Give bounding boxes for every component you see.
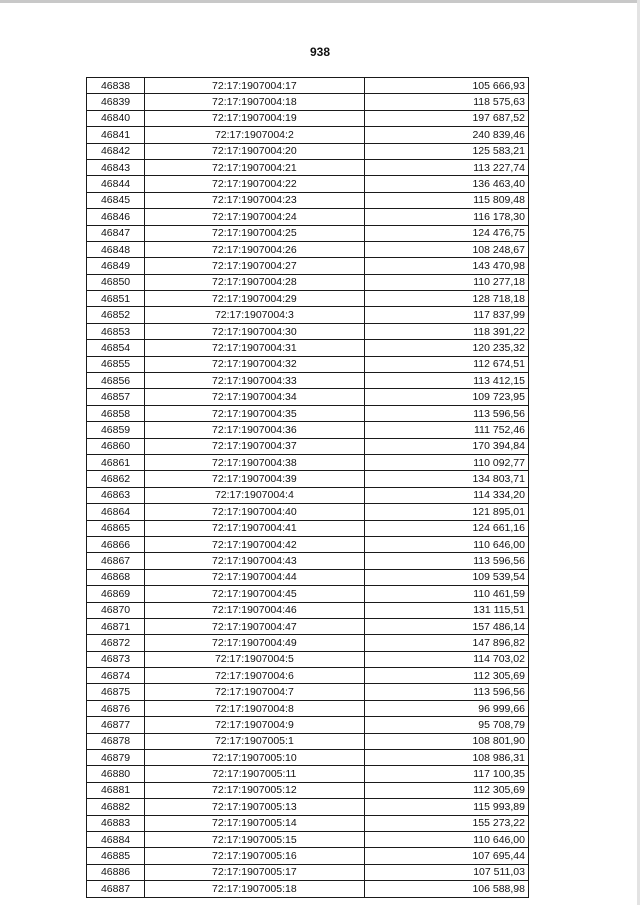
row-number-cell: 46842: [87, 143, 145, 159]
row-number-cell: 46877: [87, 717, 145, 733]
cadastral-number-cell: 72:17:1907004:46: [145, 602, 364, 618]
table-row: [87, 291, 529, 307]
cadastral-number-cell: 72:17:1907005:15: [145, 831, 364, 847]
value-cell: 109 723,95: [364, 389, 528, 405]
row-number-cell: 46850: [87, 274, 145, 290]
value-cell: 131 115,51: [364, 602, 528, 618]
value-cell: 113 412,15: [364, 373, 528, 389]
value-cell: 111 752,46: [364, 422, 528, 438]
value-cell: 170 394,84: [364, 438, 528, 454]
row-number-cell: 46870: [87, 602, 145, 618]
table-row: [87, 750, 529, 766]
row-number-cell: 46845: [87, 192, 145, 208]
value-cell: 96 999,66: [364, 700, 528, 716]
row-number-cell: 46868: [87, 569, 145, 585]
table-row: [87, 323, 529, 339]
value-cell: 136 463,40: [364, 176, 528, 192]
cadastral-number-cell: 72:17:1907004:28: [145, 274, 364, 290]
table-row: [87, 717, 529, 733]
cadastral-number-cell: 72:17:1907004:21: [145, 159, 364, 175]
cadastral-number-cell: 72:17:1907004:33: [145, 373, 364, 389]
table-row: [87, 815, 529, 831]
cadastral-number-cell: 72:17:1907004:23: [145, 192, 364, 208]
cadastral-number-cell: 72:17:1907005:1: [145, 733, 364, 749]
value-cell: 110 277,18: [364, 274, 528, 290]
table-row: [87, 536, 529, 552]
table-row: [87, 684, 529, 700]
value-cell: 157 486,14: [364, 618, 528, 634]
table-row: [87, 504, 529, 520]
cadastral-number-cell: 72:17:1907004:25: [145, 225, 364, 241]
value-cell: 107 695,44: [364, 848, 528, 864]
table-row: [87, 307, 529, 323]
table-row: [87, 848, 529, 864]
table-row: [87, 438, 529, 454]
value-cell: 114 334,20: [364, 487, 528, 503]
cadastral-number-cell: 72:17:1907004:22: [145, 176, 364, 192]
value-cell: 124 476,75: [364, 225, 528, 241]
row-number-cell: 46852: [87, 307, 145, 323]
value-cell: 112 674,51: [364, 356, 528, 372]
table-row: [87, 831, 529, 847]
table-row: [87, 651, 529, 667]
cadastral-number-cell: 72:17:1907005:14: [145, 815, 364, 831]
cadastral-number-cell: 72:17:1907004:2: [145, 127, 364, 143]
value-cell: 108 801,90: [364, 733, 528, 749]
row-number-cell: 46885: [87, 848, 145, 864]
row-number-cell: 46886: [87, 864, 145, 880]
row-number-cell: 46855: [87, 356, 145, 372]
cadastral-number-cell: 72:17:1907004:19: [145, 110, 364, 126]
table-row: [87, 110, 529, 126]
value-cell: 125 583,21: [364, 143, 528, 159]
row-number-cell: 46854: [87, 340, 145, 356]
row-number-cell: 46839: [87, 94, 145, 110]
cadastral-number-cell: 72:17:1907005:18: [145, 881, 364, 897]
table-row: [87, 487, 529, 503]
cadastral-number-cell: 72:17:1907004:29: [145, 291, 364, 307]
value-cell: 147 896,82: [364, 635, 528, 651]
row-number-cell: 46875: [87, 684, 145, 700]
cadastral-number-cell: 72:17:1907004:43: [145, 553, 364, 569]
row-number-cell: 46848: [87, 241, 145, 257]
cadastral-number-cell: 72:17:1907004:20: [145, 143, 364, 159]
value-cell: 113 596,56: [364, 553, 528, 569]
cadastral-number-cell: 72:17:1907004:47: [145, 618, 364, 634]
table-row: [87, 668, 529, 684]
cadastral-number-cell: 72:17:1907004:30: [145, 323, 364, 339]
table-row: [87, 127, 529, 143]
value-cell: 107 511,03: [364, 864, 528, 880]
value-cell: 118 575,63: [364, 94, 528, 110]
table-row: [87, 159, 529, 175]
cadastral-number-cell: 72:17:1907004:37: [145, 438, 364, 454]
cadastral-number-cell: 72:17:1907004:18: [145, 94, 364, 110]
value-cell: 134 803,71: [364, 471, 528, 487]
table-row: [87, 782, 529, 798]
cadastral-number-cell: 72:17:1907004:45: [145, 586, 364, 602]
registry-table: [86, 77, 529, 898]
cadastral-number-cell: 72:17:1907004:27: [145, 258, 364, 274]
row-number-cell: 46884: [87, 831, 145, 847]
value-cell: 113 596,56: [364, 684, 528, 700]
table-row: [87, 241, 529, 257]
table-row: [87, 94, 529, 110]
row-number-cell: 46872: [87, 635, 145, 651]
row-number-cell: 46860: [87, 438, 145, 454]
row-number-cell: 46873: [87, 651, 145, 667]
table-row: [87, 799, 529, 815]
row-number-cell: 46887: [87, 881, 145, 897]
table-row: [87, 274, 529, 290]
cadastral-number-cell: 72:17:1907005:17: [145, 864, 364, 880]
table-row: [87, 881, 529, 897]
table-row: [87, 454, 529, 470]
value-cell: 110 461,59: [364, 586, 528, 602]
value-cell: 117 100,35: [364, 766, 528, 782]
row-number-cell: 46840: [87, 110, 145, 126]
row-number-cell: 46841: [87, 127, 145, 143]
table-row: [87, 405, 529, 421]
value-cell: 108 986,31: [364, 750, 528, 766]
table-row: [87, 618, 529, 634]
table-row: [87, 586, 529, 602]
row-number-cell: 46863: [87, 487, 145, 503]
table-row: [87, 176, 529, 192]
value-cell: 197 687,52: [364, 110, 528, 126]
row-number-cell: 46879: [87, 750, 145, 766]
value-cell: 105 666,93: [364, 78, 528, 94]
table-row: [87, 635, 529, 651]
row-number-cell: 46880: [87, 766, 145, 782]
cadastral-number-cell: 72:17:1907004:49: [145, 635, 364, 651]
table-row: [87, 766, 529, 782]
value-cell: 114 703,02: [364, 651, 528, 667]
cadastral-number-cell: 72:17:1907005:12: [145, 782, 364, 798]
row-number-cell: 46858: [87, 405, 145, 421]
value-cell: 143 470,98: [364, 258, 528, 274]
table-row: [87, 520, 529, 536]
table-row: [87, 340, 529, 356]
row-number-cell: 46883: [87, 815, 145, 831]
value-cell: 155 273,22: [364, 815, 528, 831]
value-cell: 124 661,16: [364, 520, 528, 536]
value-cell: 120 235,32: [364, 340, 528, 356]
cadastral-number-cell: 72:17:1907004:4: [145, 487, 364, 503]
value-cell: 112 305,69: [364, 782, 528, 798]
table-row: [87, 422, 529, 438]
cadastral-number-cell: 72:17:1907004:36: [145, 422, 364, 438]
cadastral-number-cell: 72:17:1907004:8: [145, 700, 364, 716]
row-number-cell: 46853: [87, 323, 145, 339]
row-number-cell: 46849: [87, 258, 145, 274]
registry-table-body: [87, 78, 529, 898]
page-number: 938: [309, 45, 331, 59]
row-number-cell: 46846: [87, 209, 145, 225]
table-row: [87, 356, 529, 372]
table-row: [87, 143, 529, 159]
cadastral-number-cell: 72:17:1907004:38: [145, 454, 364, 470]
cadastral-number-cell: 72:17:1907005:10: [145, 750, 364, 766]
row-number-cell: 46851: [87, 291, 145, 307]
row-number-cell: 46862: [87, 471, 145, 487]
value-cell: 118 391,22: [364, 323, 528, 339]
cadastral-number-cell: 72:17:1907004:40: [145, 504, 364, 520]
cadastral-number-cell: 72:17:1907004:42: [145, 536, 364, 552]
table-row: [87, 471, 529, 487]
cadastral-number-cell: 72:17:1907004:39: [145, 471, 364, 487]
value-cell: 121 895,01: [364, 504, 528, 520]
row-number-cell: 46861: [87, 454, 145, 470]
row-number-cell: 46847: [87, 225, 145, 241]
row-number-cell: 46869: [87, 586, 145, 602]
value-cell: 112 305,69: [364, 668, 528, 684]
cadastral-number-cell: 72:17:1907004:35: [145, 405, 364, 421]
cadastral-number-cell: 72:17:1907004:24: [145, 209, 364, 225]
value-cell: 240 839,46: [364, 127, 528, 143]
cadastral-number-cell: 72:17:1907004:5: [145, 651, 364, 667]
cadastral-number-cell: 72:17:1907004:6: [145, 668, 364, 684]
row-number-cell: 46871: [87, 618, 145, 634]
table-row: [87, 864, 529, 880]
table-row: [87, 700, 529, 716]
value-cell: 110 092,77: [364, 454, 528, 470]
table-row: [87, 373, 529, 389]
cadastral-number-cell: 72:17:1907004:31: [145, 340, 364, 356]
value-cell: 115 993,89: [364, 799, 528, 815]
table-row: [87, 192, 529, 208]
cadastral-number-cell: 72:17:1907005:13: [145, 799, 364, 815]
cadastral-number-cell: 72:17:1907004:9: [145, 717, 364, 733]
cadastral-number-cell: 72:17:1907004:32: [145, 356, 364, 372]
value-cell: 106 588,98: [364, 881, 528, 897]
row-number-cell: 46881: [87, 782, 145, 798]
cadastral-number-cell: 72:17:1907004:7: [145, 684, 364, 700]
table-row: [87, 553, 529, 569]
cadastral-number-cell: 72:17:1907005:11: [145, 766, 364, 782]
value-cell: 110 646,00: [364, 536, 528, 552]
row-number-cell: 46874: [87, 668, 145, 684]
row-number-cell: 46865: [87, 520, 145, 536]
row-number-cell: 46867: [87, 553, 145, 569]
row-number-cell: 46856: [87, 373, 145, 389]
row-number-cell: 46844: [87, 176, 145, 192]
cadastral-number-cell: 72:17:1907004:17: [145, 78, 364, 94]
table-row: [87, 78, 529, 94]
value-cell: 109 539,54: [364, 569, 528, 585]
value-cell: 115 809,48: [364, 192, 528, 208]
row-number-cell: 46859: [87, 422, 145, 438]
value-cell: 95 708,79: [364, 717, 528, 733]
row-number-cell: 46866: [87, 536, 145, 552]
table-row: [87, 733, 529, 749]
value-cell: 108 248,67: [364, 241, 528, 257]
row-number-cell: 46838: [87, 78, 145, 94]
row-number-cell: 46843: [87, 159, 145, 175]
table-row: [87, 569, 529, 585]
cadastral-number-cell: 72:17:1907004:26: [145, 241, 364, 257]
cadastral-number-cell: 72:17:1907004:41: [145, 520, 364, 536]
row-number-cell: 46878: [87, 733, 145, 749]
cadastral-number-cell: 72:17:1907004:34: [145, 389, 364, 405]
value-cell: 116 178,30: [364, 209, 528, 225]
table-row: [87, 389, 529, 405]
value-cell: 113 227,74: [364, 159, 528, 175]
table-row: [87, 209, 529, 225]
row-number-cell: 46882: [87, 799, 145, 815]
table-row: [87, 602, 529, 618]
scan-top-edge: [0, 0, 640, 3]
row-number-cell: 46876: [87, 700, 145, 716]
row-number-cell: 46864: [87, 504, 145, 520]
row-number-cell: 46857: [87, 389, 145, 405]
cadastral-number-cell: 72:17:1907004:3: [145, 307, 364, 323]
table-row: [87, 225, 529, 241]
table-row: [87, 258, 529, 274]
value-cell: 117 837,99: [364, 307, 528, 323]
cadastral-number-cell: 72:17:1907005:16: [145, 848, 364, 864]
value-cell: 128 718,18: [364, 291, 528, 307]
value-cell: 110 646,00: [364, 831, 528, 847]
value-cell: 113 596,56: [364, 405, 528, 421]
cadastral-number-cell: 72:17:1907004:44: [145, 569, 364, 585]
